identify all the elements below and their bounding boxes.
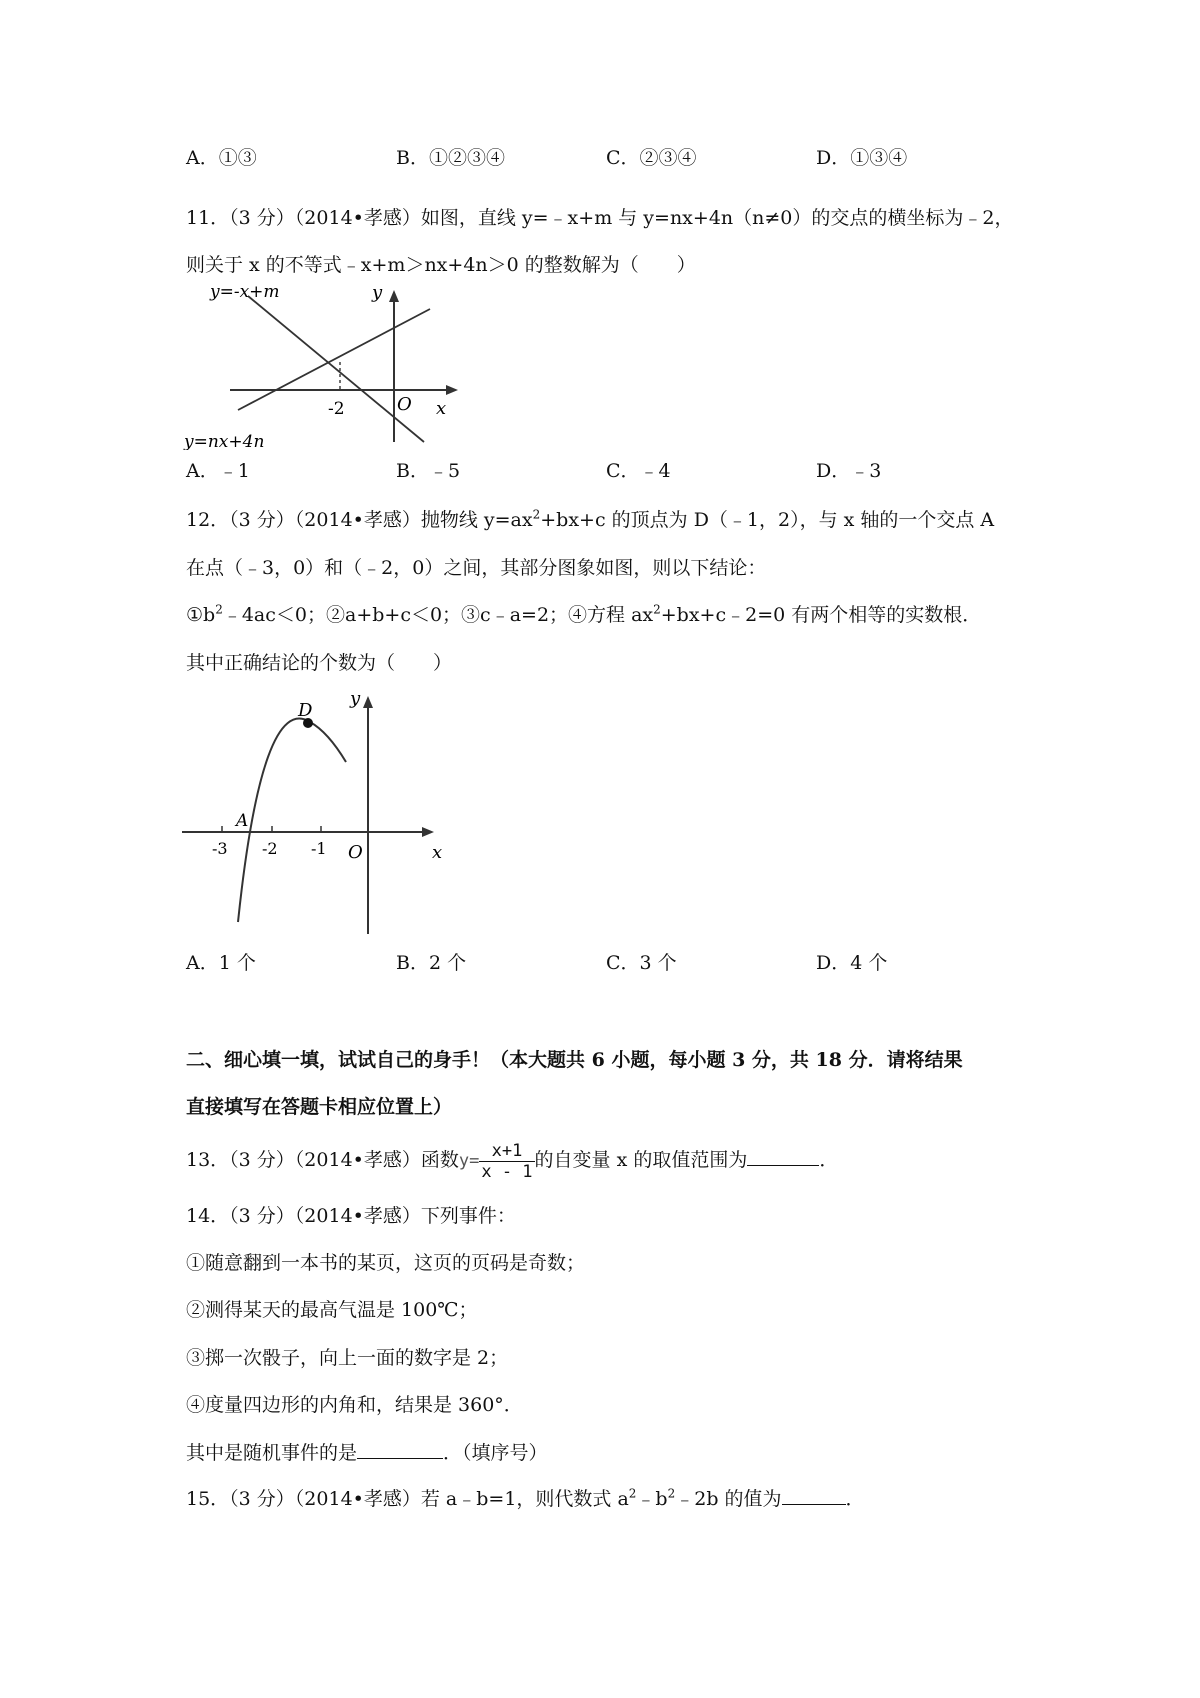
q13-stem: 13．（3 分）（2014•孝感）函数y= $\frac{x+1}{x - 1}$ 的自变量 x 的取值范围为 ．	[186, 1140, 839, 1182]
q12-stem-line3: $①b^2﹣4ac<0$；②a+b+c＜0；③c﹣a=2；④方程 $ax^2+bx+c﹣2=0$ 有两个相等的实数根．	[186, 602, 982, 626]
q12-label-x: x	[432, 842, 443, 863]
q14-item-1: ①随意翻到一本书的某页，这页的页码是奇数；	[186, 1252, 586, 1274]
q11-stem-line1: 11．（3 分）（2014•孝感）如图，直线 y=﹣x+m 与 y=nx+4n（n≠0）的交点的横坐标为﹣2，	[186, 207, 1014, 229]
q12-option-d: D．4 个	[816, 952, 888, 974]
q10-option-d: D．①③④	[816, 147, 908, 169]
q12-stem-line1: 12．（3 分）（2014•孝感）抛物线 $y=ax^2+bx+c$ 的顶点为 D（﹣1，2），与 x 轴的一个交点 A	[186, 507, 995, 531]
q12-tick-label-3: -1	[311, 839, 327, 858]
q11-y-arrow	[389, 290, 399, 302]
q10-option-c: C．②③④	[606, 147, 697, 169]
q12-figure	[178, 682, 458, 938]
q14-answer-blank	[357, 1440, 443, 1459]
q12-label-vertex: D	[298, 700, 313, 721]
q14-item-4: ④度量四边形的内角和，结果是 360°．	[186, 1394, 523, 1416]
q12-stem-line2: 在点（﹣3，0）和（﹣2，0）之间，其部分图象如图，则以下结论：	[186, 557, 767, 579]
q14-item-3: ③掷一次骰子，向上一面的数字是 2；	[186, 1347, 509, 1369]
q11-label-line1: y=-x+m	[210, 282, 280, 302]
q11-line-neg	[248, 296, 424, 442]
q12-x-arrow	[422, 827, 434, 837]
q12-label-point-a: A	[236, 811, 249, 831]
q10-option-a: A．①③	[186, 147, 257, 169]
q11-label-origin: O	[397, 394, 412, 415]
q12-tick-label-1: -3	[212, 839, 228, 858]
q11-label-line2: y=nx+4n	[184, 432, 265, 450]
q14-question: 其中是随机事件的是 ．（填序号）	[186, 1442, 548, 1464]
q12-tick-label-2: -2	[262, 839, 278, 858]
q11-label-x: x	[436, 398, 447, 419]
q12-option-a: A．1 个	[186, 952, 256, 974]
q10-option-b: B．①②③④	[396, 147, 505, 169]
q12-option-c: C．3 个	[606, 952, 677, 974]
q11-x-arrow	[446, 385, 458, 395]
q11-label-tick: -2	[328, 399, 345, 419]
q11-option-c: C．﹣4	[606, 460, 671, 482]
q12-option-b: B．2 个	[396, 952, 467, 974]
q11-option-b: B．﹣5	[396, 460, 461, 482]
q14-item-2: ②测得某天的最高气温是 100℃；	[186, 1299, 478, 1321]
q11-figure	[180, 282, 480, 450]
q13-fraction: $\frac{x+1}{x - 1}$	[481, 1140, 533, 1182]
q12-label-y: y	[350, 688, 361, 709]
q14-stem: 14．（3 分）（2014•孝感）下列事件：	[186, 1205, 516, 1227]
q11-label-y: y	[372, 282, 383, 303]
q11-stem-line2: 则关于 x 的不等式﹣x+m＞nx+4n＞0 的整数解为（ ）	[186, 254, 696, 276]
q12-stem-line4: 其中正确结论的个数为（ ）	[186, 652, 453, 674]
q15-stem: 15．（3 分）（2014•孝感）若 a﹣b=1，则代数式 $a^2﹣b^2﹣2b$ 的值为 ．	[186, 1486, 865, 1510]
q12-parabola	[238, 719, 346, 922]
q15-answer-blank	[782, 1486, 846, 1505]
q13-answer-blank	[747, 1147, 819, 1166]
q11-option-a: A．﹣1	[186, 460, 250, 482]
q11-option-d: D．﹣3	[816, 460, 882, 482]
q12-y-arrow	[363, 696, 373, 708]
q12-label-origin: O	[348, 842, 363, 863]
section2-heading-line1: 二、细心填一填，试试自己的身手！（本大题共 6 小题，每小题 3 分，共 18 分．请将结果	[186, 1049, 963, 1071]
section2-heading-line2: 直接填写在答题卡相应位置上）	[186, 1096, 453, 1118]
